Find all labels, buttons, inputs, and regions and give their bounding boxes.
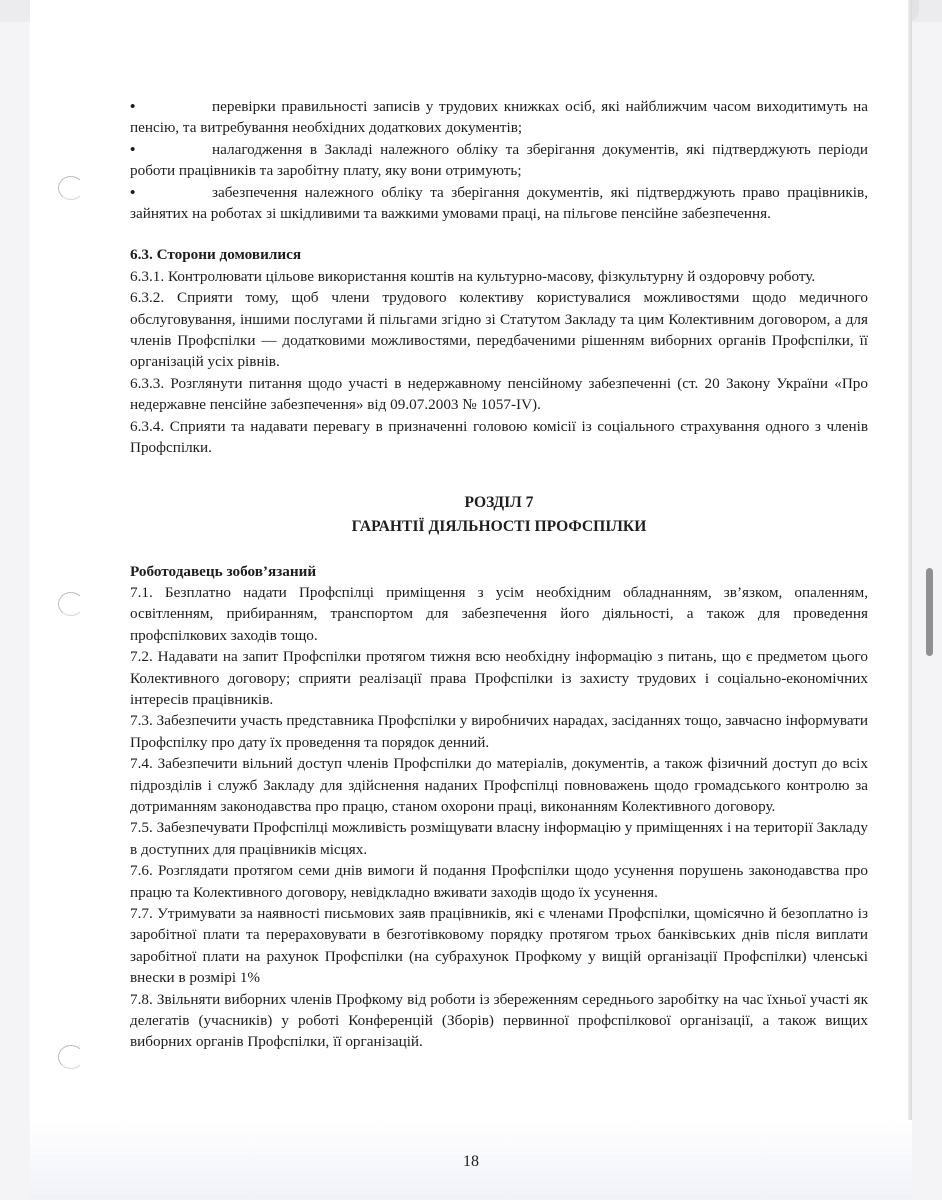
chapter-number: РОЗДІЛ 7 (464, 493, 534, 511)
bullet-icon: • (130, 140, 136, 158)
scrollbar-thumb[interactable] (926, 568, 933, 656)
bullet-item: • забезпечення належного обліку та зберігання документів, які підтверджують право працівників, зайнятих на роботах зі шкідливими та важкими умовами праці, на пільгове пенсійне забезпечення. (130, 183, 868, 223)
clause-item: 7.1. Безплатно надати Профспілці приміщення з усім необхідним обладнанням, зв’язком, опаленням, освітленням, прибиранням, транспортом для забезпечення його діяльності, а також для проведення профспілкових заходів тощо. (130, 583, 868, 644)
clause-item: 6.3.4. Сприяти та надавати перевагу в призначенні головою комісії із соціального страхування одного з членів Профспілки. (130, 417, 868, 457)
bullet-item: • перевірки правильності записів у трудових книжках осіб, які найближчим часом виходитимуть на пенсію, та витребування необхідних додаткових документів; (130, 98, 868, 137)
clause-item: 7.6. Розглядати протягом семи днів вимоги й подання Профспілки щодо усунення порушень законодавства про працю та Колективного договору, невідкладно вживати заходів щодо їх усунення. (130, 862, 868, 901)
document-page (30, 0, 912, 1200)
page-number: 18 (463, 1153, 479, 1170)
clause-item: 6.3.3. Розглянути питання щодо участі в недержавному пенсійному забезпеченні (ст. 20 Закону України «Про недержавне пенсійне забезпечення» від 09.07.2003 № 1057-IV). (130, 374, 868, 414)
punch-hole-mark (58, 1045, 84, 1069)
bullet-icon: • (130, 183, 136, 201)
clause-item: 7.4. Забезпечити вільний доступ членів Профспілки до матеріалів, документів, а також фізичний доступ до всіх підрозділів і служб Закладу для здійснення наданих Профспілці повноважень щодо громадського контролю за дотриманням законодавства про працю, станом охорони праці, виконанням Колективного договору. (130, 755, 868, 815)
bullet-icon: • (130, 98, 136, 115)
clause-item: 6.3.2. Сприяти тому, щоб члени трудового колективу користувалися можливостями щодо медичного обслуговування, іншими послугами й пільгами згідно зі Статутом Закладу та цим Колективним договором, а для членів Профспілки — додатковими можливостями, передбаченими рішенням виборних органів Профспілки, її організацій усіх рівнів. (130, 289, 868, 371)
clause-item: 7.8. Звільняти виборних членів Профкому від роботи із збереженням середнього заробітку на час їхньої участі як делегатів (учасників) у роботі Конференцій (Зборів) первинної профспілкової організації, а також вищих виборних органів Профспілки, її організацій. (130, 990, 868, 1051)
clause-item: 6.3.1. Контролювати цільове використання коштів на культурно-масову, фізкультурну й оздоровчу роботу. (130, 267, 816, 285)
section-heading: Роботодавець зобов’язаний (130, 562, 317, 580)
page-edge-shadow (908, 0, 912, 1200)
section-heading: 6.3. Сторони домовилися (130, 246, 302, 264)
clause-item: 7.3. Забезпечити участь представника Профспілки у виробничих нарадах, засіданнях тощо, завчасно інформувати Профспілку про дату їх проведення та порядок денний. (130, 712, 868, 751)
clause-item: 7.5. Забезпечувати Профспілці можливість розміщувати власну інформацію у приміщеннях і на території Закладу в доступних для працівників місцях. (130, 819, 868, 858)
bullet-item: • налагодження в Закладі належного обліку та зберігання документів, які підтверджують періоди роботи працівників та заробітну плату, яку вони отримують; (130, 140, 868, 180)
punch-hole-mark (58, 592, 84, 616)
clause-item: 7.7. Утримувати за наявності письмових заяв працівників, які є членами Профспілки, щомісячно й безоплатно із заробітної плати та перераховувати в безготівковому порядку протягом трьох банківських днів після виплати заробітної плати на рахунок Профспілки (на субрахунок Профкому у вищій організації Профспілки) членські внески в розмірі 1% (130, 905, 868, 987)
clause-item: 7.2. Надавати на запит Профспілки протягом тижня всю необхідну інформацію з питань, що є предметом цього Колективного договору; сприяти реалізації права Профспілки із захисту трудових і соціально-економічних інтересів працівників. (130, 648, 868, 708)
document-body (130, 96, 868, 1053)
chapter-title: ГАРАНТІЇ ДІЯЛЬНОСТІ ПРОФСПІЛКИ (351, 517, 647, 535)
punch-hole-mark (58, 176, 84, 200)
